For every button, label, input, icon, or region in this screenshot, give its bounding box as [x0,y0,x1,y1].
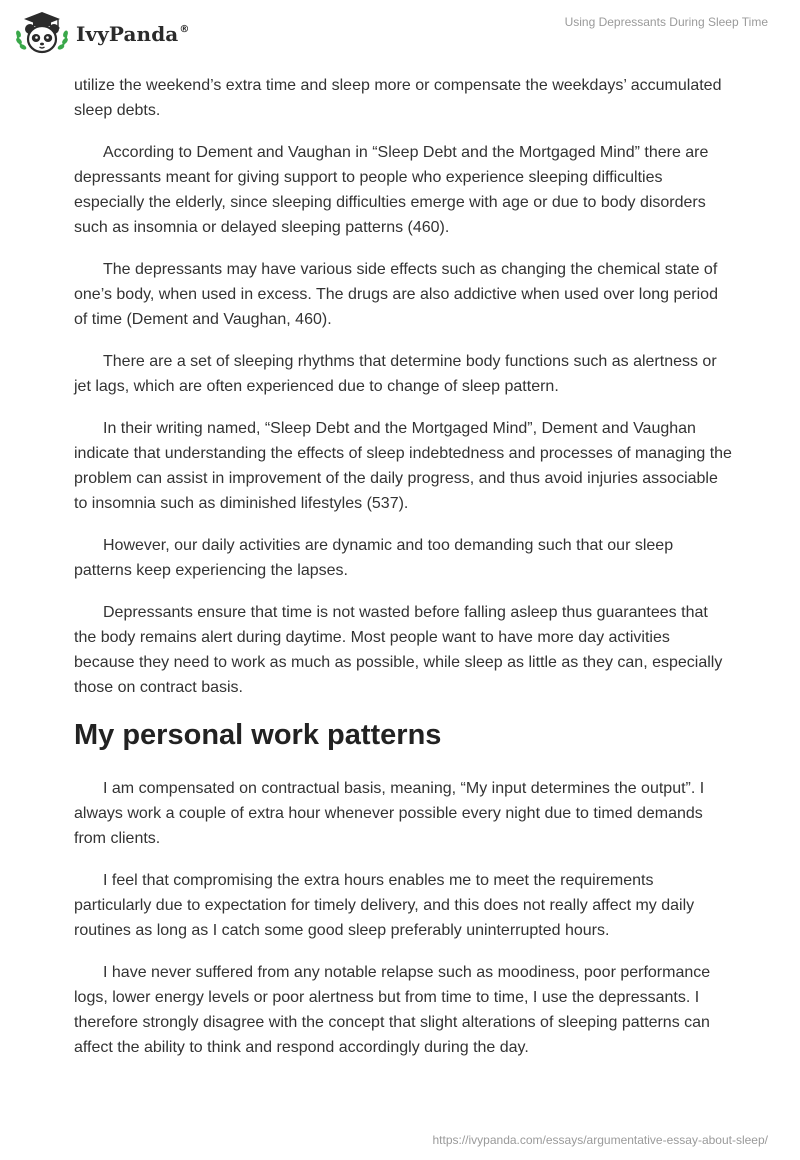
paragraph: There are a set of sleeping rhythms that determine body functions such as alertness or jet lags, which are often experienced due to change of sleep pattern. [74,353,717,395]
paragraph: The depressants may have various side effects such as changing the chemical state of one’s body, when used in excess. The drugs are also addictive when used over long period of time (Dement and Vaughan, 460). [74,261,718,328]
paragraph: I have never suffered from any notable relapse such as moodiness, poor performance logs, lower energy levels or poor alertness but from time to time, I use the depressants. I therefore strongly disagree with the concept that slight alterations of sleeping patterns can affect the ability to think and respond accordingly during the day. [74,964,711,1056]
section-heading: My personal work patterns [74,719,442,751]
page-header [0,0,800,70]
brand-name: IvyPanda® [76,22,190,46]
paragraph: However, our daily activities are dynamic and too demanding such that our sleep patterns keep experiencing the lapses. [74,537,674,579]
source-url[interactable]: https://ivypanda.com/essays/argumentative-essay-about-sleep/ [432,1133,768,1147]
registered-mark: ® [179,24,190,35]
panda-graduation-cap-icon [14,8,70,58]
document-title: Using Depressants During Sleep Time [564,15,768,29]
paragraph: Depressants ensure that time is not wasted before falling asleep thus guarantees that the body remains alert during daytime. Most people want to have more day activities because they need to work as much as possible, while sleep as little as they can, especially those on contract basis. [74,604,723,696]
paragraph: I feel that compromising the extra hours enables me to meet the requirements particularly due to expectation for timely delivery, and this does not really affect my daily routines as long as I catch some good sleep preferably uninterrupted hours. [74,872,695,939]
essay-body [74,73,734,1077]
paragraph: utilize the weekend’s extra time and sleep more or compensate the weekdays’ accumulated sleep debts. [74,77,722,119]
brand-logo[interactable] [14,8,189,58]
paragraph: In their writing named, “Sleep Debt and the Mortgaged Mind”, Dement and Vaughan indicate that understanding the effects of sleep indebtedness and processes of managing the problem can assist in improvement of the daily progress, and thus avoid injuries associable to insomnia such as diminished lifestyles (537). [74,420,732,512]
paragraph: According to Dement and Vaughan in “Sleep Debt and the Mortgaged Mind” there are depressants meant for giving support to people who experience sleeping difficulties especially the elderly, since sleeping difficulties emerge with age or due to body disorders such as insomnia or delayed sleeping patterns (460). [74,144,709,236]
paragraph: I am compensated on contractual basis, meaning, “My input determines the output”. I always work a couple of extra hour whenever possible every night due to timed demands from clients. [74,780,705,847]
